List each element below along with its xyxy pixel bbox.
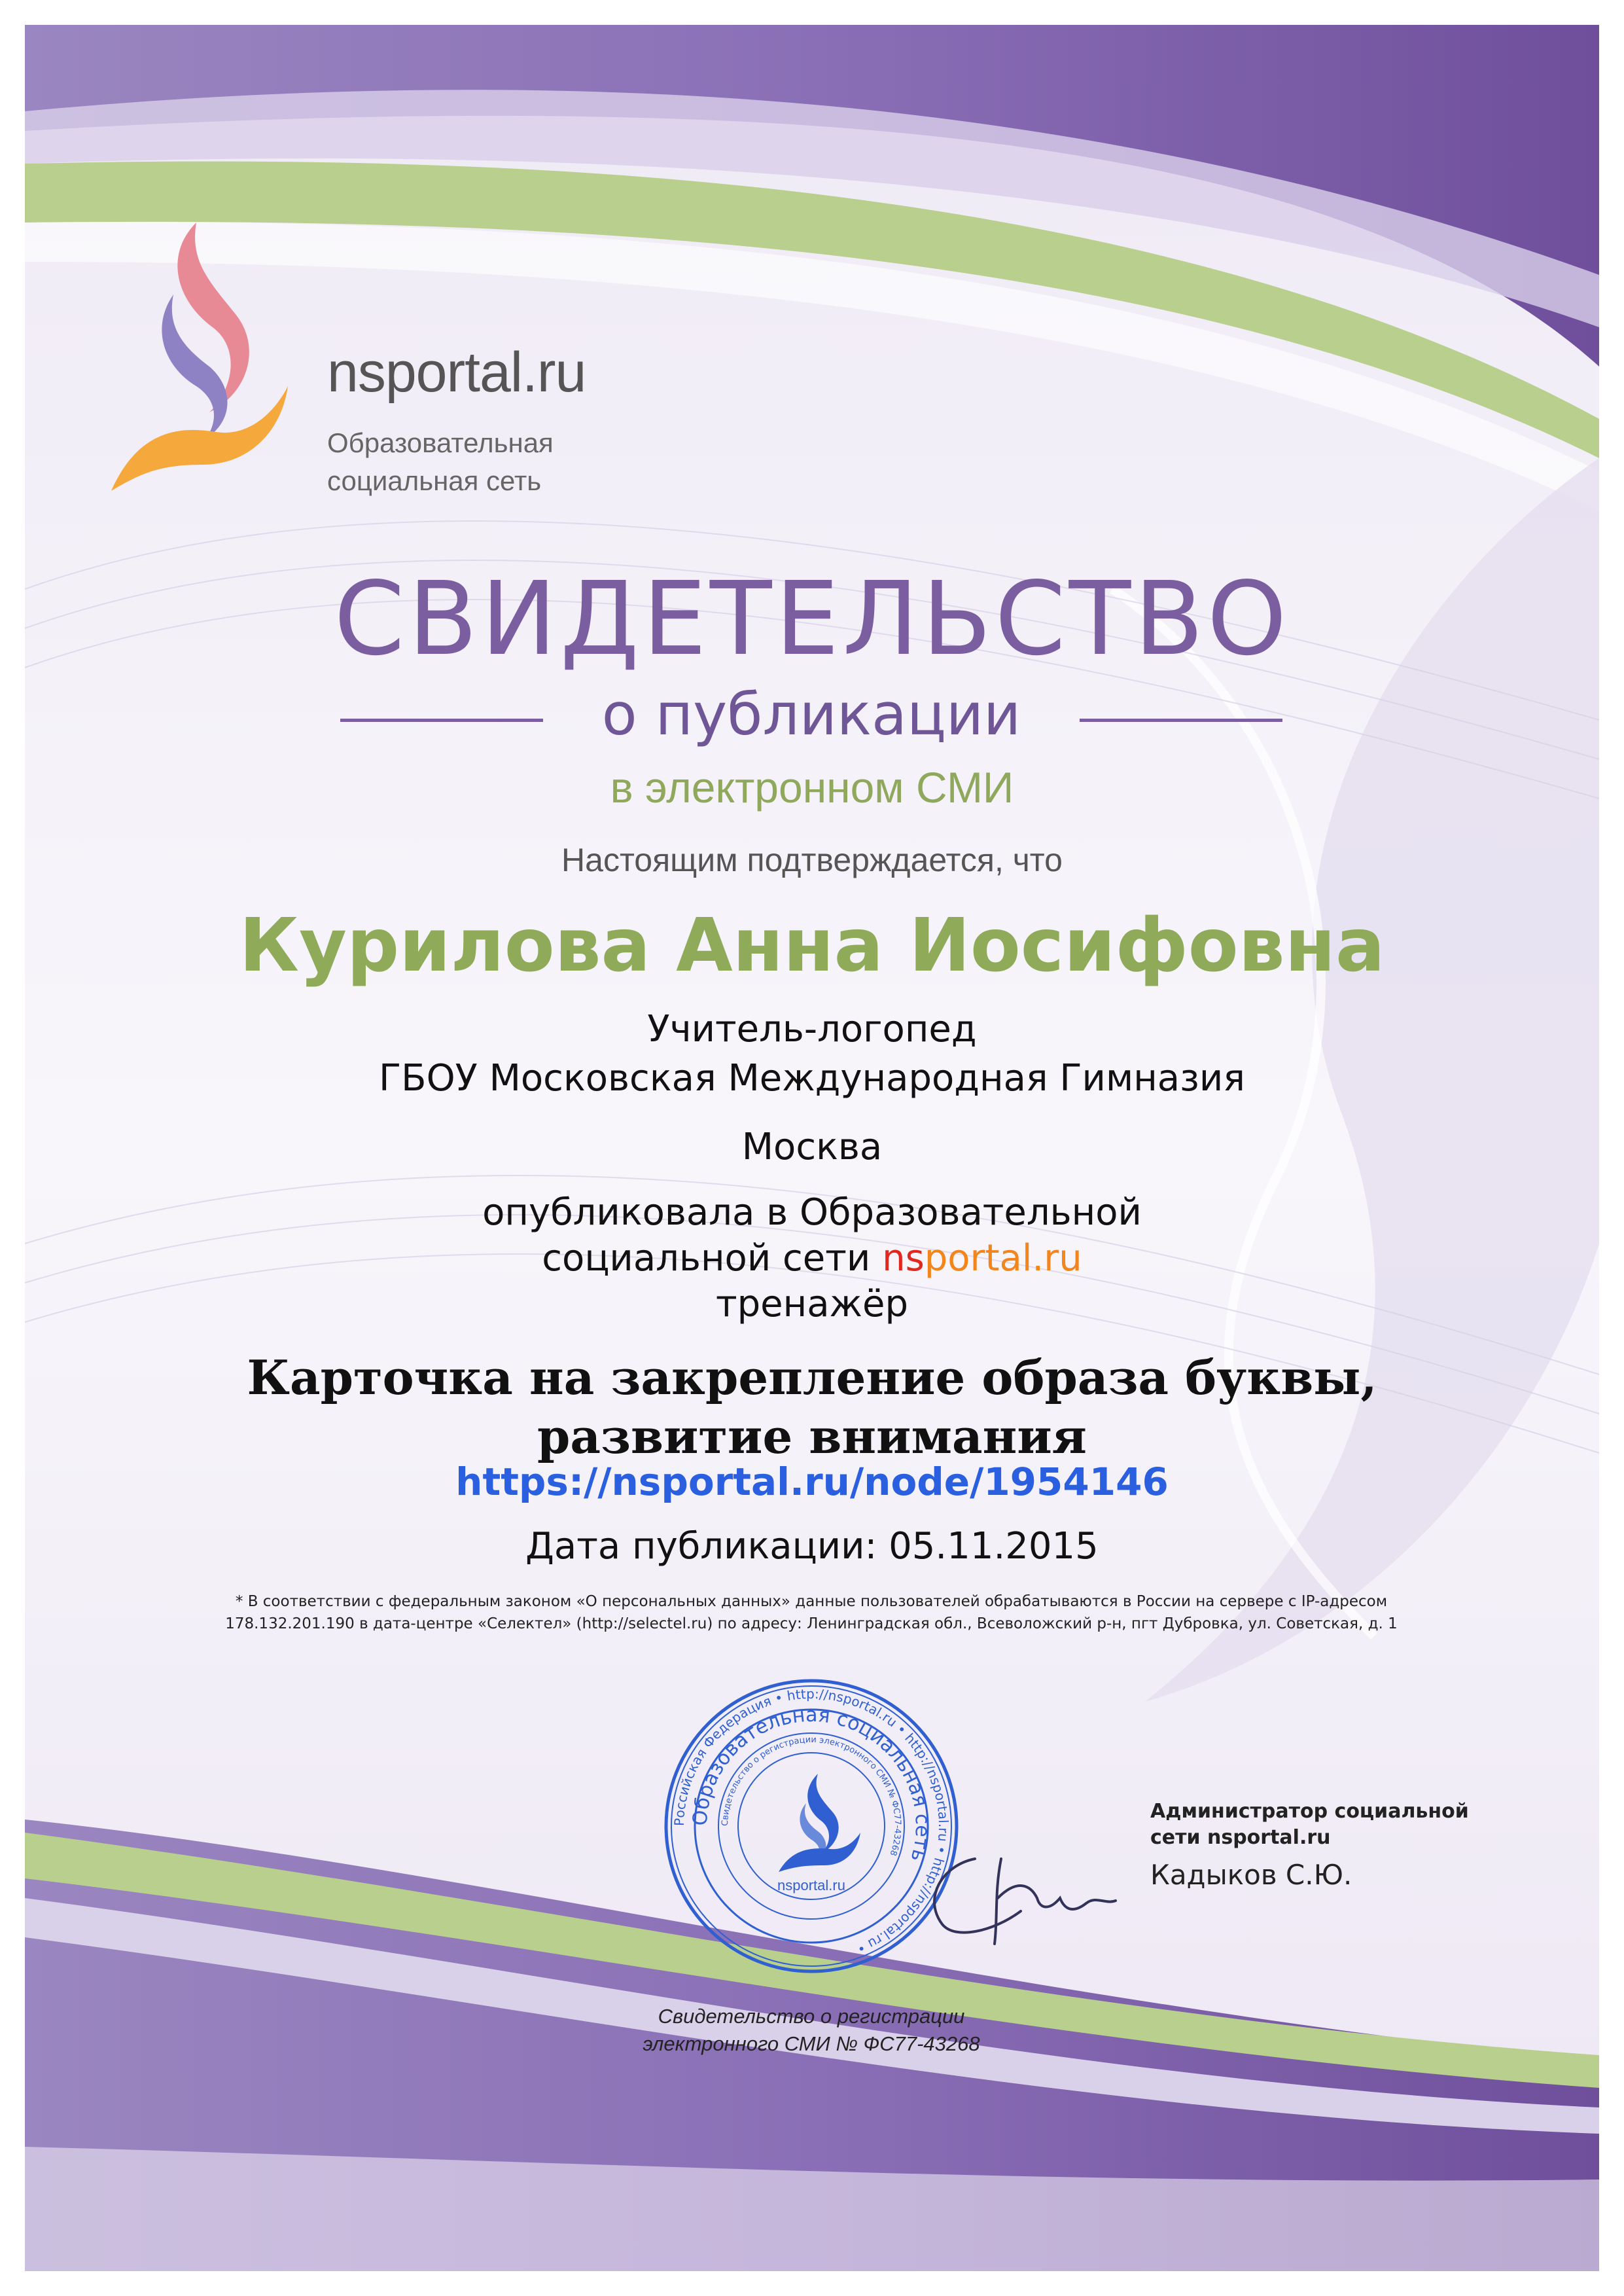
work-title bbox=[0, 1348, 1624, 1466]
footnote-line1: * В соответствии с федеральным законом «О персональных данных» данные пользователей обрабатываются в России на сервере с IP-адресом bbox=[235, 1593, 1388, 1610]
flame-hand-logo-icon bbox=[98, 216, 294, 511]
admin-title bbox=[1150, 1799, 1504, 1851]
certificate-title: СВИДЕТЕЛЬСТВО bbox=[334, 560, 1290, 678]
work-title-line2: развитие внимания bbox=[537, 1408, 1087, 1464]
material-type: тренажёр bbox=[716, 1283, 908, 1325]
brand-name: nsportal.ru bbox=[327, 341, 586, 404]
published-brand-ns: ns bbox=[882, 1237, 925, 1280]
publication-date: Дата публикации: 05.11.2015 bbox=[525, 1525, 1099, 1568]
stamp-inner-text: Свидетельство о регистрации электронного СМИ № ФС77-43268 bbox=[720, 1734, 903, 1857]
brand-subtitle bbox=[327, 424, 720, 500]
published-line2 bbox=[0, 1237, 1624, 1280]
brand-subtitle-line2: социальная сеть bbox=[327, 465, 542, 496]
publication-url[interactable]: https://nsportal.ru/node/1954146 bbox=[455, 1460, 1169, 1504]
admin-title-line1: Администратор социальной bbox=[1150, 1800, 1469, 1823]
registration-line1: Свидетельство о регистрации bbox=[658, 2005, 965, 2028]
footnote-line2: 178.132.201.190 в дата-центре «Селектел» (http://selectel.ru) по адресу: Ленинградская обл., Всеволожский р-н, пгт Дубровка, ул. Советская, д. 1 bbox=[225, 1615, 1398, 1632]
admin-name: Кадыков С.Ю. bbox=[1150, 1859, 1352, 1891]
recipient-organization: ГБОУ Московская Международная Гимназия bbox=[379, 1057, 1245, 1100]
handwritten-signature bbox=[903, 1833, 1139, 1950]
brand-subtitle-line1: Образовательная bbox=[327, 427, 554, 458]
recipient-city: Москва bbox=[741, 1126, 883, 1168]
stamp-center-brand: nsportal.ru bbox=[777, 1877, 845, 1893]
published-line2-prefix: социальной сети bbox=[542, 1237, 883, 1280]
published-line1: опубликовала в Образовательной bbox=[482, 1191, 1142, 1234]
privacy-footnote bbox=[157, 1590, 1466, 1635]
stamp-middle-text: Образовательная социальная сеть bbox=[688, 1703, 934, 1865]
flame-hand-stamp-icon bbox=[779, 1774, 860, 1872]
recipient-name: Курилова Анна Иосифовна bbox=[239, 903, 1385, 988]
published-brand-rest: portal.ru bbox=[924, 1237, 1082, 1280]
registration-note bbox=[576, 2003, 1047, 2058]
subtitle-row bbox=[340, 681, 1282, 753]
registration-line2: электронного СМИ № ФС77-43268 bbox=[643, 2032, 980, 2055]
admin-title-line2: сети nsportal.ru bbox=[1150, 1826, 1331, 1849]
work-title-line1: Карточка на закрепление образа буквы, bbox=[247, 1350, 1377, 1405]
stamp-outer-text: Российская Федерация • http://nsportal.ru • http://nsportal.ru • http://nsportal.ru • bbox=[671, 1685, 952, 1958]
media-line: в электронном СМИ bbox=[610, 763, 1014, 812]
recipient-position: Учитель-логопед bbox=[647, 1008, 977, 1050]
confirm-text: Настоящим подтверждается, что bbox=[561, 842, 1063, 878]
certificate-subtitle: о публикации bbox=[601, 681, 1021, 748]
